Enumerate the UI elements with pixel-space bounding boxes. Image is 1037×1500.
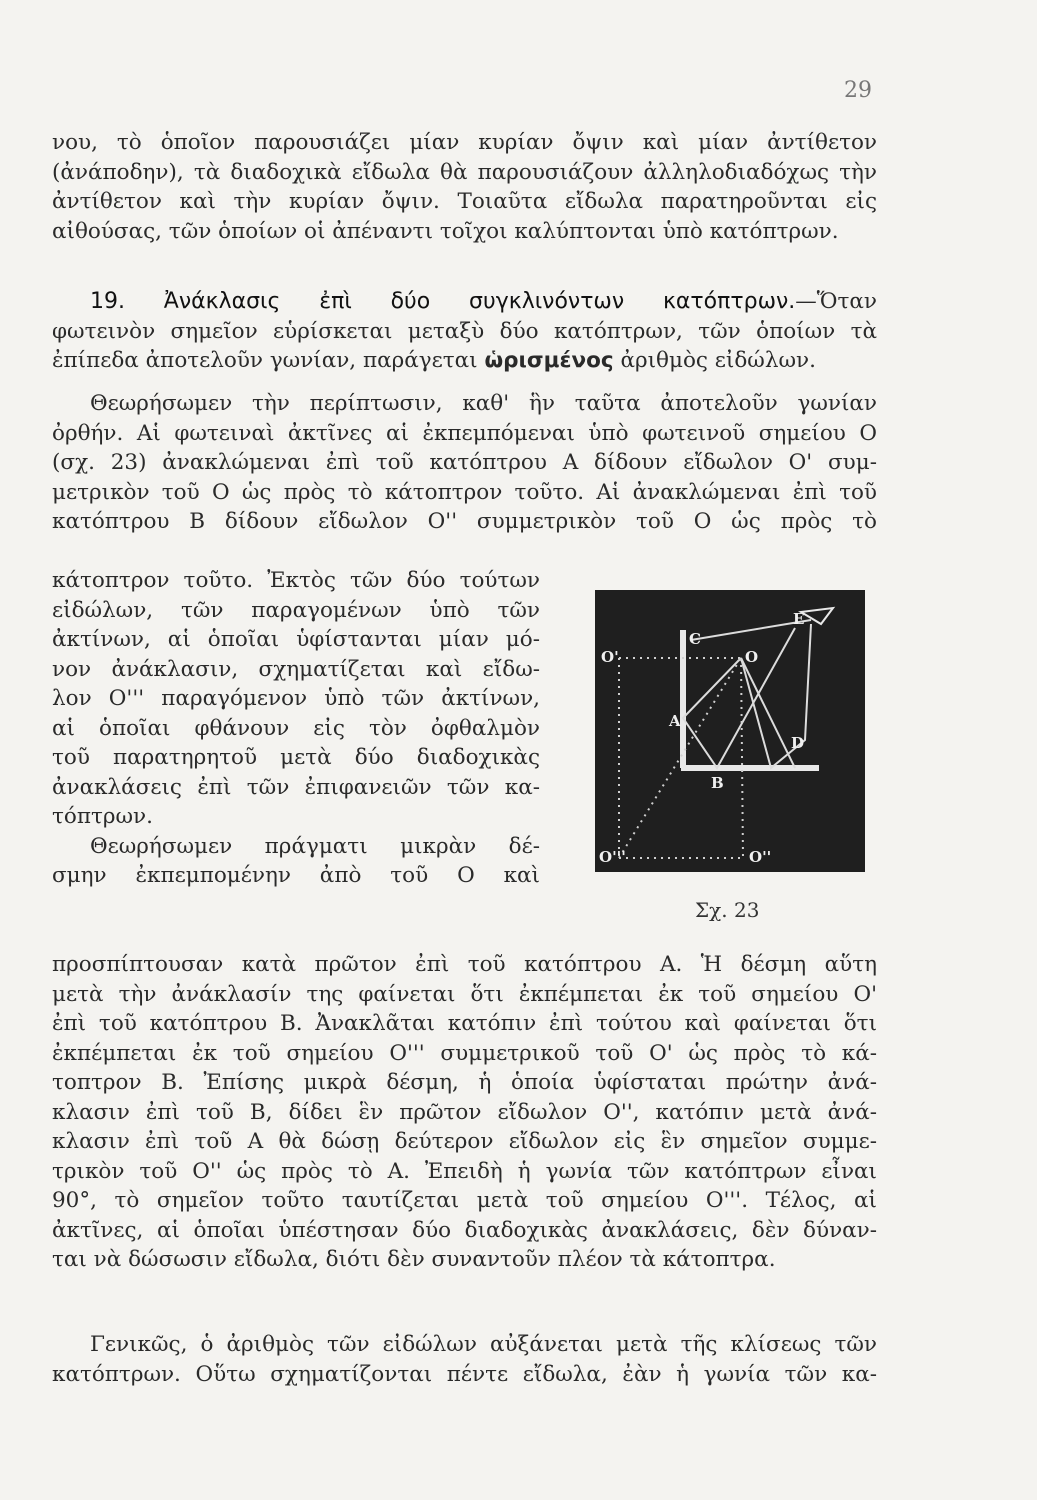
text-line: λον Ο''' παραγόμενον ὑπὸ τῶν ἀκτίνων, (52, 686, 540, 711)
ray-path-1 (683, 628, 795, 768)
text-line: μετρικὸν τοῦ Ο ὡς πρὸς τὸ κάτοπτρον τοῦτο. Αἱ ἀνακλώμεναι ἐπὶ τοῦ (52, 479, 877, 505)
text-line: Γενικῶς, ὁ ἀριθμὸς τῶν εἰδώλων αὐξάνεται μετὰ τῆς κλίσεως τῶν (90, 1332, 877, 1357)
figure-caption: Σχ. 23 (695, 898, 760, 922)
label-c: C (689, 630, 701, 648)
text-line: ἀνακλάσεις ἐπὶ τῶν ἐπιφανειῶν τῶν κα- (52, 774, 540, 800)
paragraph-right-angle (52, 389, 877, 537)
section-title: 19. Ἀνάκλασις ἐπὶ δύο συγκλινόντων κατόπτρων. (90, 289, 796, 314)
text-line: (σχ. 23) ἀνακλώμεναι ἐπὶ τοῦ κατόπτρου Α δίδουν εἴδωλον Ο' συμ- (52, 450, 877, 475)
text-line: 90°, τὸ σημεῖον τοῦτο ταυτίζεται μετὰ τοῦ σημείου Ο'''. Τέλος, αἱ (52, 1188, 877, 1213)
text-line: κλασιν ἐπὶ τοῦ Β, δίδει ἓν πρῶτον εἴδωλον Ο'', κατόπιν μετὰ ἀνά- (52, 1099, 877, 1125)
section-title-tail: —Ὅταν (795, 289, 877, 314)
text-run: ἐπίπεδα ἀποτελοῦν γωνίαν, παράγεται (52, 348, 478, 373)
label-o-double-prime: O'' (749, 848, 772, 866)
paragraph-general (52, 1330, 877, 1389)
text-line: κλασιν ἐπὶ τοῦ Α θὰ δώσῃ δεύτερον εἴδωλον εἰς ἓν σημεῖον συμμε- (52, 1129, 877, 1154)
label-d: D (791, 734, 805, 752)
text-line: σμην ἐκπεμπομένην ἀπὸ τοῦ Ο καὶ (52, 863, 540, 888)
text-line: προσπίπτουσαν κατὰ πρῶτον ἐπὶ τοῦ κατόπτρου Α. Ἡ δέσμη αὕτη (52, 952, 877, 977)
text-line: τοῦ παρατηρητοῦ μετὰ δύο διαδοχικὰς (52, 745, 540, 770)
text-line: ἐπὶ τοῦ κατόπτρου Β. Ἀνακλᾶται κατόπιν ἐπὶ τούτου καὶ φαίνεται ὅτι (52, 1011, 877, 1036)
text-line: ται νὰ δώσωσιν εἴδωλα, διότι δὲν συναντοῦν πλέον τὰ κάτοπτρα. (52, 1247, 776, 1272)
text-line: τοπτρον Β. Ἐπίσης μικρὰ δέσμη, ἡ ὁποία ὑφίσταται πρώτην ἀνά- (52, 1070, 877, 1095)
text-run: ἀριθμὸς εἰδώλων. (620, 348, 816, 373)
paragraph-intro (52, 128, 877, 246)
text-line: φωτεινὸν σημεῖον εὑρίσκεται μεταξὺ δύο κατόπτρων, τῶν ὁποίων τὰ (52, 318, 877, 344)
page-number: 29 (844, 78, 872, 103)
figure-23 (595, 590, 865, 872)
text-line: αἰθούσας, τῶν ὁποίων οἱ ἀπέναντι τοῖχοι καλύπτονται ὑπὸ κατόπτρων. (52, 218, 839, 244)
label-o: O (745, 648, 759, 666)
label-o-prime: O' (601, 648, 619, 666)
text-line: αἱ ὁποῖαι φθάνουν εἰς τὸν ὀφθαλμὸν (52, 715, 540, 741)
section-19 (52, 287, 877, 376)
text-line: τόπτρων. (52, 804, 153, 829)
text-line: Θεωρήσωμεν πράγματι μικρὰν δέ- (90, 833, 540, 859)
text-line: ἀκτῖνες, αἱ ὁποῖαι ὑπέστησαν δύο διαδοχικὰς ἀνακλάσεις, δὲν δύναν- (52, 1217, 877, 1243)
text-line: ὀρθήν. Αἱ φωτειναὶ ἀκτῖνες αἱ ἐκπεμπόμεναι ὑπὸ φωτεινοῦ σημείου Ο (52, 420, 877, 446)
text-line (52, 346, 877, 376)
text-line: εἰδώλων, τῶν παραγομένων ὑπὸ τῶν (52, 597, 540, 623)
dotted-vertical-mid (741, 658, 743, 858)
section-heading-line (52, 287, 877, 317)
text-line: νου, τὸ ὁποῖον παρουσιάζει μίαν κυρίαν ὄψιν καὶ μίαν ἀντίθετον (52, 130, 877, 155)
text-line: ἀκτίνων, αἱ ὁποῖαι ὑφίστανται μίαν μό- (52, 627, 540, 652)
text-line: μετὰ τὴν ἀνάκλασίν της φαίνεται ὅτι ἐκπέμπεται ἐκ τοῦ σημείου Ο' (52, 981, 877, 1007)
label-e: E (793, 610, 805, 628)
label-a: A (669, 712, 681, 730)
text-line: κατόπτρων. Οὕτω σχηματίζονται πέντε εἴδωλα, ἐὰν ἡ γωνία τῶν κα- (52, 1361, 877, 1387)
text-line: ἐκπέμπεται ἐκ τοῦ σημείου Ο''' συμμετρικοῦ τοῦ Ο' ὡς πρὸς τὸ κά- (52, 1040, 877, 1066)
label-o-triple-prime: O''' (599, 848, 626, 866)
text-line: τρικὸν τοῦ Ο'' ὡς πρὸς τὸ Α. Ἐπειδὴ ἡ γωνία τῶν κατόπτρων εἶναι (52, 1158, 877, 1184)
emphasized-word: ὡρισμένος (484, 348, 614, 373)
text-line: ἀντίθετον καὶ τὴν κυρίαν ὄψιν. Τοιαῦτα εἴδωλα παρατηροῦνται εἰς (52, 189, 877, 214)
paragraph-reflections (52, 950, 877, 1275)
text-line: νον ἀνάκλασιν, σχηματίζεται καὶ εἴδω- (52, 656, 540, 682)
mirror-diagram (595, 590, 865, 872)
text-line: κατόπτρου Β δίδουν εἴδωλον Ο'' συμμετρικὸν τοῦ Ο ὡς πρὸς τὸ (52, 509, 877, 534)
text-line: (ἀνάποδην), τὰ διαδοχικὰ εἴδωλα θὰ παρουσιάζουν ἀλληλοδιαδόχως τὴν (52, 159, 877, 185)
label-b: B (711, 774, 724, 792)
paragraph-beside-figure (52, 566, 540, 891)
text-line: κάτοπτρον τοῦτο. Ἐκτὸς τῶν δύο τούτων (52, 568, 540, 593)
text-line: Θεωρήσωμεν τὴν περίπτωσιν, καθ' ἣν ταῦτα ἀποτελοῦν γωνίαν (90, 391, 877, 416)
